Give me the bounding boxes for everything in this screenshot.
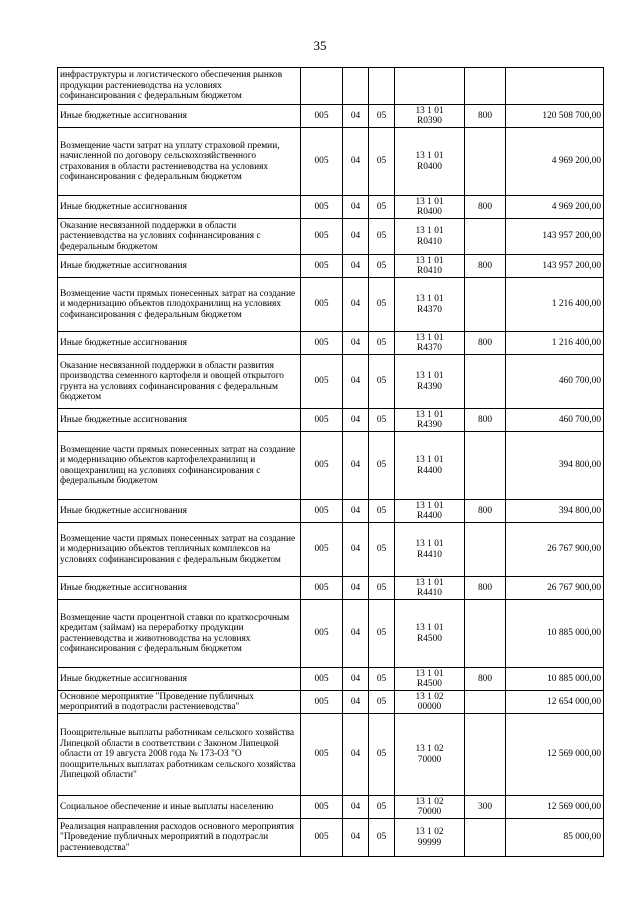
amount: 85 000,00 xyxy=(506,819,604,857)
section-code: 04 xyxy=(343,355,369,409)
target-article-part1: 13 1 01 xyxy=(415,196,444,207)
amount: 1 216 400,00 xyxy=(506,278,604,332)
table-row xyxy=(58,68,604,105)
target-article-code xyxy=(395,219,465,255)
target-article-code xyxy=(395,196,465,219)
section-code: 04 xyxy=(343,332,369,355)
target-article-part1: 13 1 01 xyxy=(415,332,444,343)
target-article-code xyxy=(395,409,465,432)
target-article-part1: 13 1 01 xyxy=(415,226,444,237)
section-code: 04 xyxy=(343,819,369,857)
amount: 10 885 000,00 xyxy=(506,600,604,668)
amount: 120 508 700,00 xyxy=(506,105,604,128)
ved-code: 005 xyxy=(301,409,343,432)
target-article-part2: 70000 xyxy=(417,754,442,765)
section-code: 04 xyxy=(343,691,369,714)
amount: 26 767 900,00 xyxy=(506,523,604,577)
target-article-part1: 13 1 01 xyxy=(415,294,444,305)
table-row xyxy=(58,128,604,196)
expense-type-code: 800 xyxy=(465,255,506,278)
target-article-code xyxy=(395,68,465,105)
subsection-code: 05 xyxy=(369,255,395,278)
ved-code: 005 xyxy=(301,600,343,668)
target-article-part1: 13 1 02 xyxy=(415,744,444,755)
target-article-part1: 13 1 01 xyxy=(415,255,444,266)
target-article-part2: R4500 xyxy=(416,679,442,689)
ved-code: 005 xyxy=(301,500,343,523)
row-name: Возмещение части прямых понесенных затрат на создание и модернизацию объектов плодохранилищ на условиях софинансирования с федеральным бюджетом xyxy=(58,278,301,332)
expense-type-code: 800 xyxy=(465,409,506,432)
expense-type-code xyxy=(465,128,506,196)
ved-code: 005 xyxy=(301,355,343,409)
target-article-part2: R0390 xyxy=(416,116,442,126)
expense-type-code xyxy=(465,600,506,668)
section-code: 04 xyxy=(343,600,369,668)
amount: 26 767 900,00 xyxy=(506,577,604,600)
amount: 4 969 200,00 xyxy=(506,196,604,219)
target-article-part2: R4370 xyxy=(416,343,442,353)
subsection-code: 05 xyxy=(369,819,395,857)
amount: 143 957 200,00 xyxy=(506,255,604,278)
amount: 460 700,00 xyxy=(506,355,604,409)
amount: 12 569 000,00 xyxy=(506,714,604,796)
amount: 1 216 400,00 xyxy=(506,332,604,355)
expense-type-code: 800 xyxy=(465,500,506,523)
expense-type-code xyxy=(465,714,506,796)
amount: 460 700,00 xyxy=(506,409,604,432)
budget-table xyxy=(57,67,604,857)
target-article-part1: 13 1 01 xyxy=(415,577,444,588)
target-article-code xyxy=(395,128,465,196)
ved-code: 005 xyxy=(301,196,343,219)
target-article-part2: R0410 xyxy=(416,236,442,247)
table-row xyxy=(58,219,604,255)
table-row xyxy=(58,500,604,523)
section-code: 04 xyxy=(343,432,369,500)
target-article-part1: 13 1 01 xyxy=(415,455,444,466)
expense-type-code xyxy=(465,278,506,332)
target-article-code xyxy=(395,668,465,691)
ved-code: 005 xyxy=(301,332,343,355)
subsection-code: 05 xyxy=(369,714,395,796)
section-code: 04 xyxy=(343,714,369,796)
row-name: Иные бюджетные ассигнования xyxy=(58,332,301,355)
table-row xyxy=(58,523,604,577)
target-article-code xyxy=(395,278,465,332)
subsection-code: 05 xyxy=(369,523,395,577)
target-article-part2: R4390 xyxy=(416,420,442,430)
subsection-code: 05 xyxy=(369,500,395,523)
subsection-code: 05 xyxy=(369,196,395,219)
row-name: инфраструктуры и логистического обеспечения рынков продукции растениеводства на условиях софинансирования с федеральным бюджетом xyxy=(58,68,301,105)
target-article-part2: R0400 xyxy=(416,207,442,217)
amount: 10 885 000,00 xyxy=(506,668,604,691)
row-name: Иные бюджетные ассигнования xyxy=(58,255,301,278)
table-row xyxy=(58,691,604,714)
table-row xyxy=(58,355,604,409)
target-article-code xyxy=(395,819,465,857)
expense-type-code xyxy=(465,432,506,500)
ved-code: 005 xyxy=(301,691,343,714)
expense-type-code xyxy=(465,819,506,857)
expense-type-code: 800 xyxy=(465,668,506,691)
amount: 12 569 000,00 xyxy=(506,796,604,819)
ved-code: 005 xyxy=(301,105,343,128)
target-article-part2: R4410 xyxy=(416,588,442,598)
section-code: 04 xyxy=(343,500,369,523)
target-article-code xyxy=(395,714,465,796)
subsection-code: 05 xyxy=(369,577,395,600)
target-article-code xyxy=(395,600,465,668)
table-row xyxy=(58,796,604,819)
section-code: 04 xyxy=(343,796,369,819)
target-article-code xyxy=(395,796,465,819)
target-article-code xyxy=(395,432,465,500)
row-name: Иные бюджетные ассигнования xyxy=(58,577,301,600)
table-row xyxy=(58,278,604,332)
target-article-part2: 00000 xyxy=(417,702,442,712)
ved-code: 005 xyxy=(301,668,343,691)
table-row xyxy=(58,196,604,219)
ved-code xyxy=(301,68,343,105)
section-code: 04 xyxy=(343,219,369,255)
subsection-code: 05 xyxy=(369,600,395,668)
section-code: 04 xyxy=(343,523,369,577)
target-article-code xyxy=(395,523,465,577)
amount xyxy=(506,68,604,105)
target-article-part1: 13 1 02 xyxy=(415,827,444,838)
ved-code: 005 xyxy=(301,219,343,255)
target-article-part2: R4370 xyxy=(416,304,442,315)
target-article-part2: R4390 xyxy=(416,381,442,392)
target-article-part1: 13 1 01 xyxy=(415,105,444,116)
table-row xyxy=(58,255,604,278)
target-article-part2: R0400 xyxy=(416,161,442,172)
section-code: 04 xyxy=(343,668,369,691)
section-code: 04 xyxy=(343,196,369,219)
row-name: Иные бюджетные ассигнования xyxy=(58,500,301,523)
ved-code: 005 xyxy=(301,796,343,819)
subsection-code: 05 xyxy=(369,432,395,500)
table-row xyxy=(58,714,604,796)
target-article-part2: R4400 xyxy=(416,465,442,476)
subsection-code: 05 xyxy=(369,128,395,196)
page-number: 35 xyxy=(313,38,327,53)
expense-type-code xyxy=(465,523,506,577)
target-article-part1: 13 1 01 xyxy=(415,500,444,511)
row-name: Возмещение части прямых понесенных затрат на создание и модернизацию объектов тепличных комплексов на условиях софинансирования с федеральным бюджетом xyxy=(58,523,301,577)
row-name: Иные бюджетные ассигнования xyxy=(58,196,301,219)
row-name: Реализация направления расходов основного мероприятия "Проведение публичных мероприятий в подотрасли растениеводства" xyxy=(58,819,301,857)
subsection-code: 05 xyxy=(369,105,395,128)
ved-code: 005 xyxy=(301,523,343,577)
table-row xyxy=(58,819,604,857)
section-code xyxy=(343,68,369,105)
target-article-part1: 13 1 01 xyxy=(415,151,444,162)
target-article-part1: 13 1 01 xyxy=(415,623,444,634)
expense-type-code: 800 xyxy=(465,105,506,128)
row-name: Поощрительные выплаты работникам сельского хозяйства Липецкой области в соответствии с Законом Липецкой области от 19 августа 2008 года № 173-ОЗ "О поощрительных выплатах работникам сельского хозяйства Липецкой области" xyxy=(58,714,301,796)
row-name: Возмещение части процентной ставки по краткосрочным кредитам (займам) на переработку продукции растениеводства и животноводства на условиях софинансирования с федеральным бюджетом xyxy=(58,600,301,668)
expense-type-code: 800 xyxy=(465,196,506,219)
section-code: 04 xyxy=(343,105,369,128)
expense-type-code xyxy=(465,68,506,105)
subsection-code: 05 xyxy=(369,691,395,714)
row-name: Иные бюджетные ассигнования xyxy=(58,105,301,128)
subsection-code: 05 xyxy=(369,219,395,255)
row-name: Оказание несвязанной поддержки в области развития производства семенного картофеля и овощей открытого грунта на условиях софинансирования с федеральным бюджетом xyxy=(58,355,301,409)
expense-type-code: 300 xyxy=(465,796,506,819)
target-article-part2: R4500 xyxy=(416,633,442,644)
row-name: Оказание несвязанной поддержки в области растениеводства на условиях софинансирования с федеральным бюджетом xyxy=(58,219,301,255)
target-article-part2: 70000 xyxy=(417,807,442,817)
amount: 12 654 000,00 xyxy=(506,691,604,714)
table-row xyxy=(58,577,604,600)
table-row xyxy=(58,105,604,128)
target-article-code xyxy=(395,355,465,409)
section-code: 04 xyxy=(343,128,369,196)
subsection-code: 05 xyxy=(369,409,395,432)
subsection-code: 05 xyxy=(369,796,395,819)
expense-type-code xyxy=(465,355,506,409)
section-code: 04 xyxy=(343,577,369,600)
row-name: Возмещение части затрат на уплату страховой премии, начисленной по договору сельскохозяйственного страхования в области растениеводства на условиях софинансирования с федеральным бюджетом xyxy=(58,128,301,196)
ved-code: 005 xyxy=(301,577,343,600)
row-name: Иные бюджетные ассигнования xyxy=(58,409,301,432)
target-article-part2: R0410 xyxy=(416,266,442,276)
table-row xyxy=(58,600,604,668)
target-article-part1: 13 1 01 xyxy=(415,409,444,420)
target-article-code xyxy=(395,500,465,523)
target-article-part1: 13 1 02 xyxy=(415,691,444,702)
target-article-part1: 13 1 01 xyxy=(415,668,444,679)
section-code: 04 xyxy=(343,409,369,432)
amount: 394 800,00 xyxy=(506,432,604,500)
ved-code: 005 xyxy=(301,819,343,857)
target-article-code xyxy=(395,255,465,278)
row-name: Иные бюджетные ассигнования xyxy=(58,668,301,691)
subsection-code: 05 xyxy=(369,355,395,409)
target-article-part1: 13 1 02 xyxy=(415,796,444,807)
table-row xyxy=(58,332,604,355)
row-name: Основное мероприятие "Проведение публичных мероприятий в подотрасли растениеводства" xyxy=(58,691,301,714)
target-article-part1: 13 1 01 xyxy=(415,371,444,382)
table-row xyxy=(58,409,604,432)
table-row xyxy=(58,668,604,691)
target-article-code xyxy=(395,691,465,714)
row-name: Возмещение части прямых понесенных затрат на создание и модернизацию объектов картофелехранилищ и овощехранилищ на условиях софинансирования с федеральным бюджетом xyxy=(58,432,301,500)
section-code: 04 xyxy=(343,255,369,278)
target-article-code xyxy=(395,577,465,600)
amount: 394 800,00 xyxy=(506,500,604,523)
subsection-code: 05 xyxy=(369,668,395,691)
ved-code: 005 xyxy=(301,432,343,500)
ved-code: 005 xyxy=(301,128,343,196)
target-article-part2: 99999 xyxy=(417,837,442,848)
subsection-code xyxy=(369,68,395,105)
target-article-part2: R4410 xyxy=(416,549,442,560)
amount: 143 957 200,00 xyxy=(506,219,604,255)
expense-type-code xyxy=(465,691,506,714)
ved-code: 005 xyxy=(301,278,343,332)
subsection-code: 05 xyxy=(369,278,395,332)
target-article-code xyxy=(395,332,465,355)
subsection-code: 05 xyxy=(369,332,395,355)
ved-code: 005 xyxy=(301,255,343,278)
amount: 4 969 200,00 xyxy=(506,128,604,196)
target-article-part1: 13 1 01 xyxy=(415,539,444,550)
target-article-part2: R4400 xyxy=(416,511,442,521)
target-article-code xyxy=(395,105,465,128)
expense-type-code: 800 xyxy=(465,332,506,355)
row-name: Социальное обеспечение и иные выплаты населению xyxy=(58,796,301,819)
table-row xyxy=(58,432,604,500)
expense-type-code: 800 xyxy=(465,577,506,600)
ved-code: 005 xyxy=(301,714,343,796)
section-code: 04 xyxy=(343,278,369,332)
expense-type-code xyxy=(465,219,506,255)
